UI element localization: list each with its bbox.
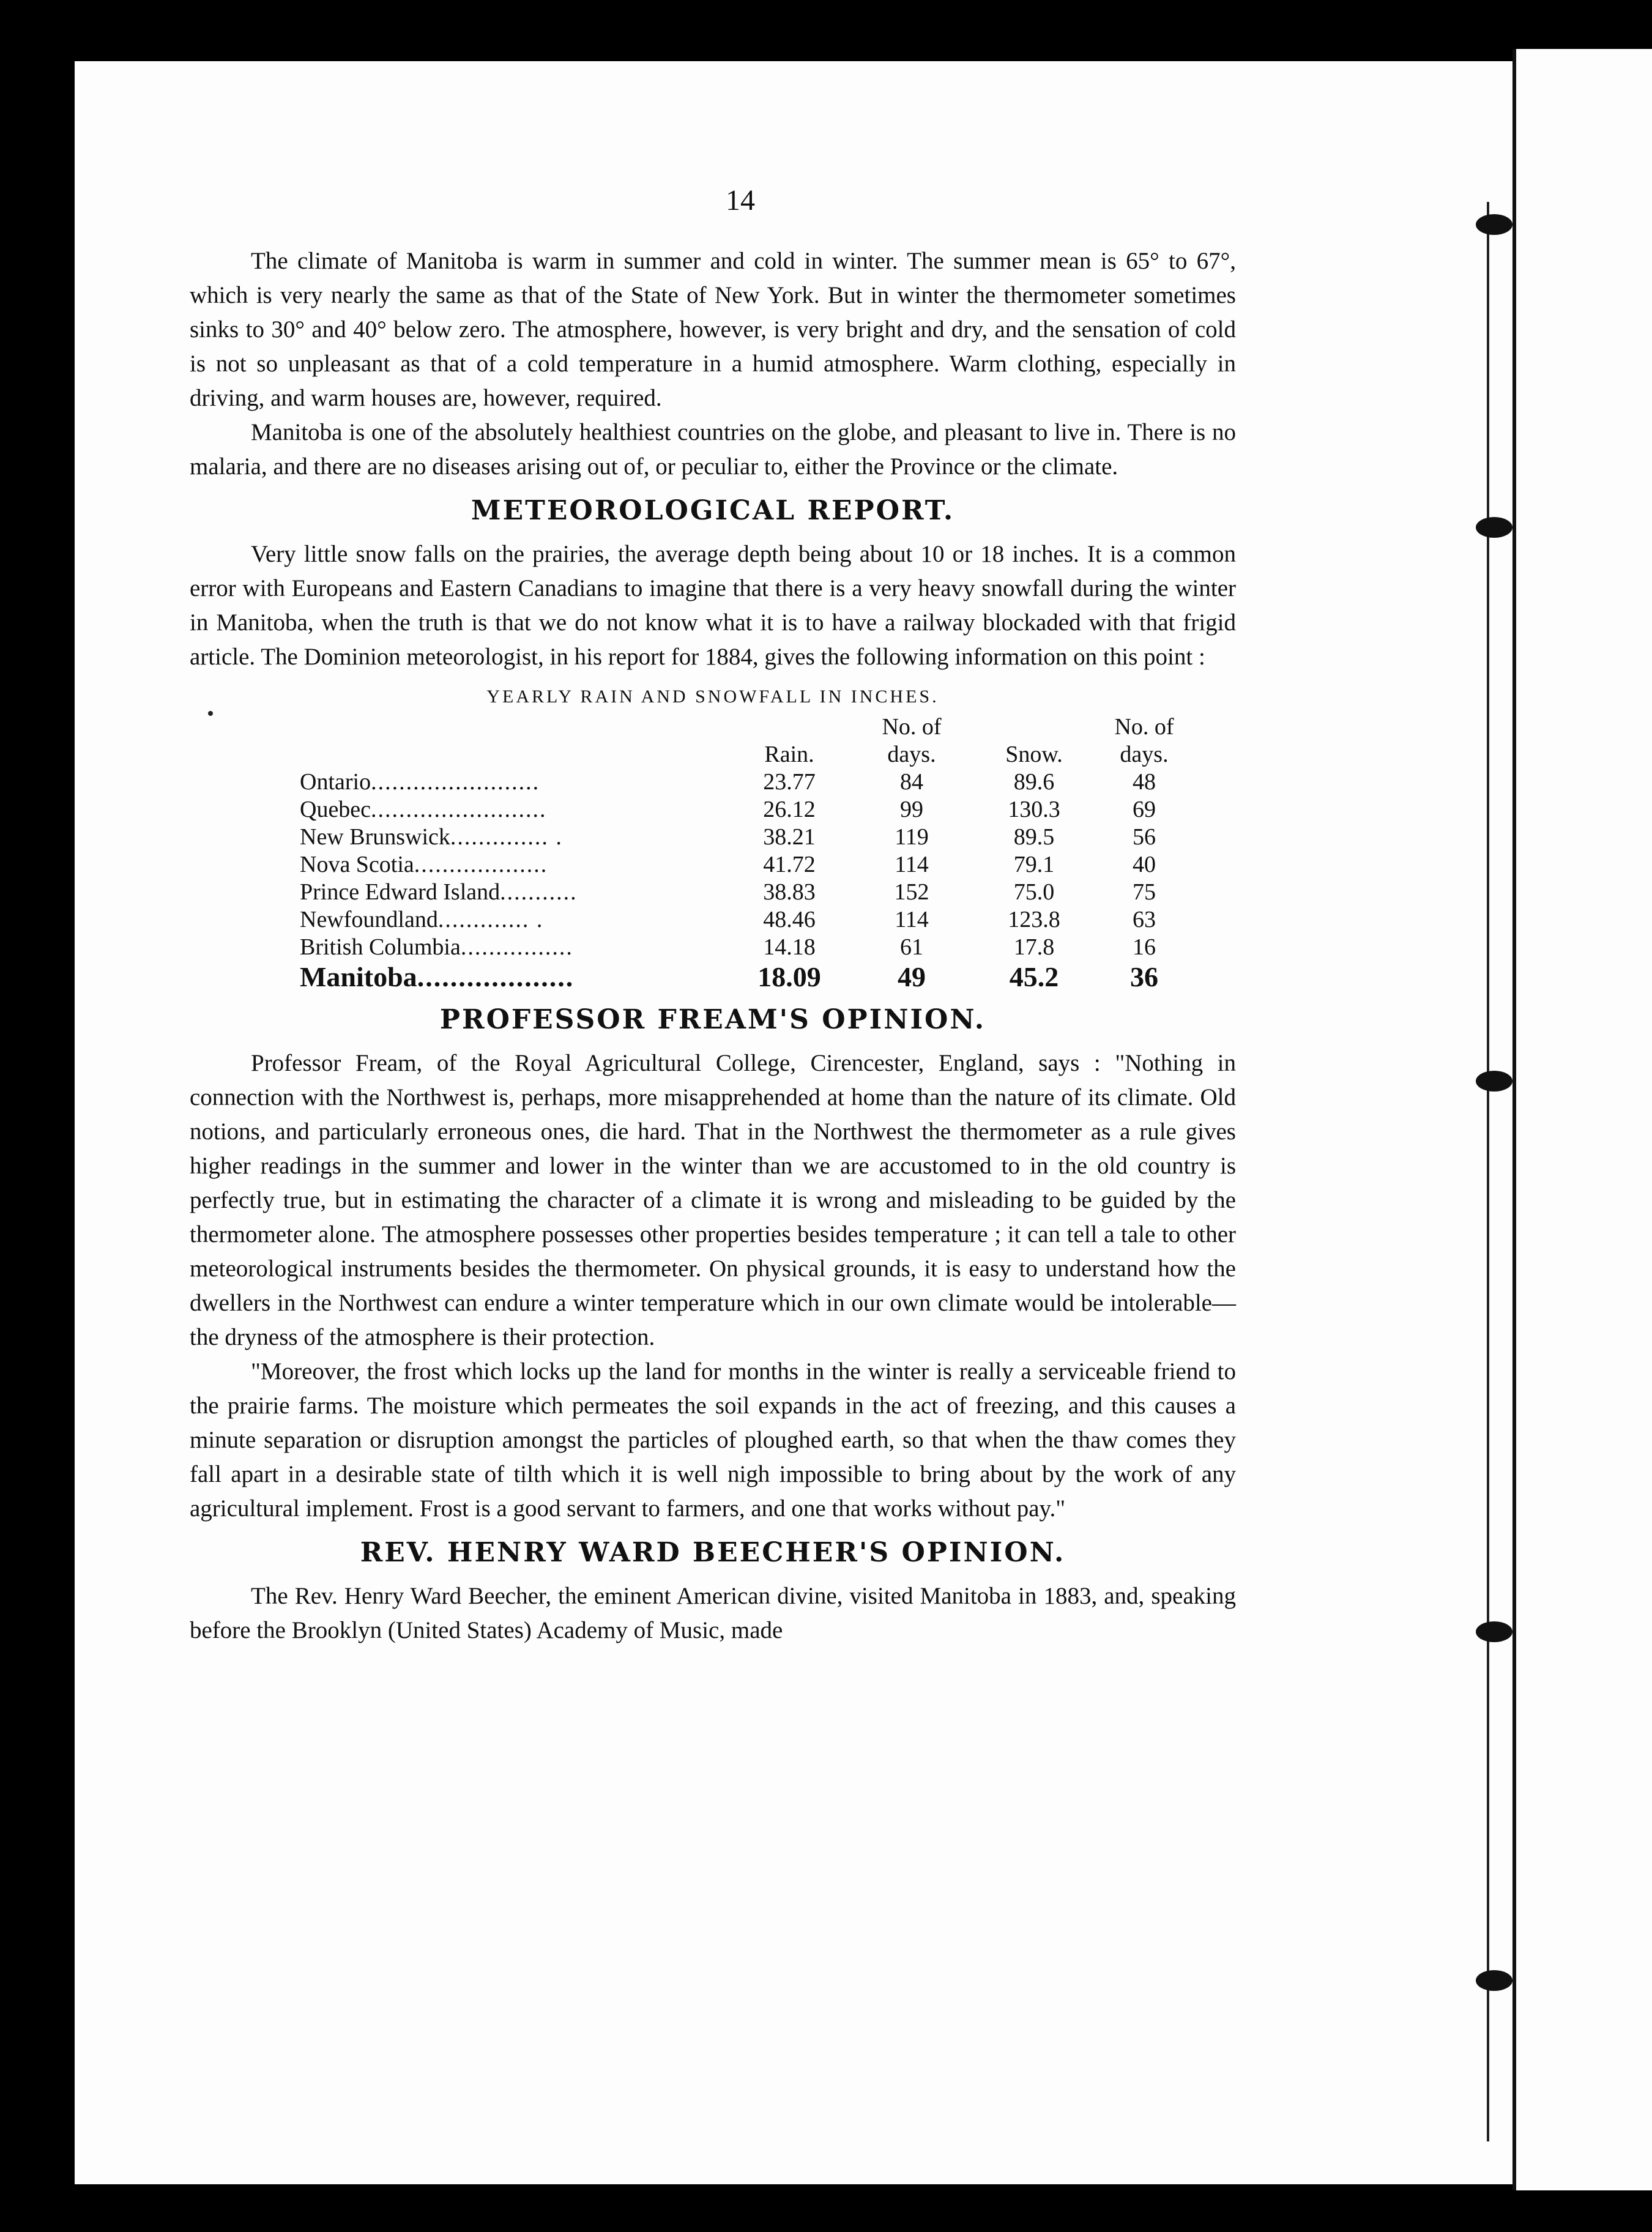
dot-leader: ................... bbox=[417, 961, 575, 992]
table-caption: YEARLY RAIN AND SNOWFALL IN INCHES. bbox=[486, 686, 939, 707]
snow-value: 79.1 bbox=[1013, 852, 1055, 877]
adjacent-page-edge bbox=[1512, 49, 1652, 2190]
snow-days-value: 40 bbox=[1133, 852, 1156, 877]
rain-days-value: 84 bbox=[900, 769, 923, 795]
table-row bbox=[300, 906, 1193, 934]
rain-value: 14.18 bbox=[763, 934, 816, 960]
header-rain: Rain. bbox=[764, 742, 814, 767]
dot-leader: ............. . bbox=[437, 907, 544, 932]
paragraph-snowfall: Very little snow falls on the prairies, the average depth being about 10 or 18 inches. It is a common error with Europeans and Eastern Canadians to imagine that there is a very heavy snowfall during the winter in Manitoba, when the truth is that we do not know what it is to have a railway blockaded with that frigid article. The Dominion meteorologist, in his report for 1884, gives the following information on this point : bbox=[190, 541, 1236, 670]
rain-value: 18.09 bbox=[757, 961, 821, 992]
table-row bbox=[300, 851, 1193, 879]
dot-leader: ................... bbox=[414, 852, 548, 877]
table-row-manitoba bbox=[300, 961, 1193, 993]
snow-days-value: 75 bbox=[1133, 879, 1156, 905]
province-name: Manitoba bbox=[300, 961, 417, 992]
header-snow: Snow. bbox=[1005, 742, 1063, 767]
heading-meteorological-report: METEOROLOGICAL REPORT. bbox=[471, 495, 955, 526]
rain-days-value: 49 bbox=[898, 961, 926, 992]
rain-value: 38.21 bbox=[763, 824, 816, 850]
rain-value: 23.77 bbox=[763, 769, 816, 795]
rain-value: 38.83 bbox=[763, 879, 816, 905]
rain-value: 41.72 bbox=[763, 852, 816, 877]
snow-days-value: 69 bbox=[1133, 797, 1156, 822]
rain-days-value: 119 bbox=[895, 824, 929, 850]
snow-value: 75.0 bbox=[1013, 879, 1055, 905]
binding-clip-2 bbox=[1476, 517, 1512, 538]
page-number: 14 bbox=[726, 184, 755, 217]
snow-days-value: 16 bbox=[1133, 934, 1156, 960]
rain-value: 48.46 bbox=[763, 907, 816, 932]
snow-value: 45.2 bbox=[1009, 961, 1059, 992]
heading-fream-opinion: PROFESSOR FREAM'S OPINION. bbox=[439, 1004, 986, 1035]
dot-leader: ........................ bbox=[371, 769, 540, 795]
province-name: New Brunswick bbox=[300, 824, 450, 850]
rainfall-table-section bbox=[190, 686, 1236, 993]
header-rain-days-1: No. of bbox=[882, 714, 942, 740]
snow-value: 89.5 bbox=[1013, 824, 1055, 850]
paragraph-climate: The climate of Manitoba is warm in summer and cold in winter. The summer mean is 65° to 67°, which is very nearly the same as that of the State of New York. But in winter the thermometer sometimes sinks to 30° and 40° below zero. The atmosphere, however, is very bright and dry, and the sensation of cold is not so unpleasant as that of a cold temperature in a humid atmosphere. Warm clothing, especially in driving, and warm houses are, however, required. bbox=[190, 248, 1236, 411]
snow-value: 89.6 bbox=[1013, 769, 1055, 795]
snow-days-value: 56 bbox=[1133, 824, 1156, 850]
province-name: Nova Scotia bbox=[300, 852, 414, 877]
province-name: Ontario bbox=[300, 769, 371, 795]
page-text bbox=[190, 184, 1236, 1648]
dot-leader: ......................... bbox=[371, 797, 547, 822]
rain-days-value: 99 bbox=[900, 797, 923, 822]
binding-clip-5 bbox=[1476, 1970, 1512, 1991]
paragraph-health: Manitoba is one of the absolutely healthiest countries on the globe, and pleasant to live in. There is no malaria, and there are no diseases arising out of, or peculiar to, either the Province or the climate. bbox=[190, 419, 1236, 480]
binding-spine bbox=[1487, 202, 1489, 2141]
header-snow-days-2: days. bbox=[1120, 742, 1169, 767]
paragraph-fream-2: "Moreover, the frost which locks up the land for months in the winter is really a serviceable friend to the prairie farms. The moisture which permeates the soil expands in the act of freezing, and this causes a minute separation or disruption amongst the particles of ploughed earth, so that when the thaw comes they fall apart in a desirable state of tilth which it is well nigh impossible to bring about by the work of any agricultural implement. Frost is a good servant to farmers, and one that works without pay." bbox=[190, 1358, 1236, 1522]
paragraph-fream-1: Professor Fream, of the Royal Agricultural College, Cirencester, England, says : "Nothing in connection with the Northwest is, perhaps, more misapprehended at home than the nature of its climate. Old notions, and particularly erroneous ones, die hard. That in the Northwest the thermometer as a rule gives higher readings in the summer and lower in the winter than we are accustomed to in the old country is perfectly true, but in estimating the character of a climate it is wrong and misleading to be guided by the thermometer alone. The atmosphere possesses other properties besides temperature ; it can tell a tale to other meteorological instruments besides the thermometer. On physical grounds, it is easy to understand how the dwellers in the Northwest can endure a winter temperature which in our own climate would be intolerable—the dryness of the atmosphere is their protection. bbox=[190, 1050, 1236, 1350]
paragraph-beecher: The Rev. Henry Ward Beecher, the eminent American divine, visited Manitoba in 1883, and, speaking before the Brooklyn (United States) Academy of Music, made bbox=[190, 1583, 1236, 1643]
snow-value: 123.8 bbox=[1008, 907, 1060, 932]
header-rain-days-2: days. bbox=[887, 742, 936, 767]
dot-leader: .............. . bbox=[450, 824, 563, 850]
snow-days-value: 63 bbox=[1133, 907, 1156, 932]
dot-leader: ........... bbox=[500, 879, 578, 905]
table-header-row-2 bbox=[300, 741, 1193, 768]
table-header-row-1 bbox=[300, 713, 1193, 741]
province-name: Prince Edward Island bbox=[300, 879, 500, 905]
snow-value: 17.8 bbox=[1013, 934, 1055, 960]
stray-dot bbox=[208, 711, 213, 716]
province-name: British Columbia bbox=[300, 934, 461, 960]
dot-leader: ................ bbox=[460, 934, 573, 960]
table-row bbox=[300, 796, 1193, 824]
binding-clip-3 bbox=[1476, 1071, 1512, 1092]
province-name: Quebec bbox=[300, 797, 371, 822]
table-row bbox=[300, 768, 1193, 796]
heading-beecher-opinion: REV. HENRY WARD BEECHER'S OPINION. bbox=[360, 1537, 1066, 1568]
rain-days-value: 152 bbox=[894, 879, 929, 905]
binding-clip-4 bbox=[1476, 1621, 1512, 1642]
snow-value: 130.3 bbox=[1008, 797, 1060, 822]
snow-days-value: 36 bbox=[1130, 961, 1158, 992]
header-snow-days-1: No. of bbox=[1114, 714, 1174, 740]
rain-value: 26.12 bbox=[763, 797, 816, 822]
table-row bbox=[300, 879, 1193, 906]
binding-clip-1 bbox=[1476, 214, 1512, 235]
rainfall-table bbox=[300, 713, 1193, 993]
rain-days-value: 61 bbox=[900, 934, 923, 960]
rain-days-value: 114 bbox=[895, 852, 929, 877]
table-row bbox=[300, 824, 1193, 851]
province-name: Newfoundland bbox=[300, 907, 438, 932]
table-row bbox=[300, 934, 1193, 961]
rain-days-value: 114 bbox=[895, 907, 929, 932]
snow-days-value: 48 bbox=[1133, 769, 1156, 795]
